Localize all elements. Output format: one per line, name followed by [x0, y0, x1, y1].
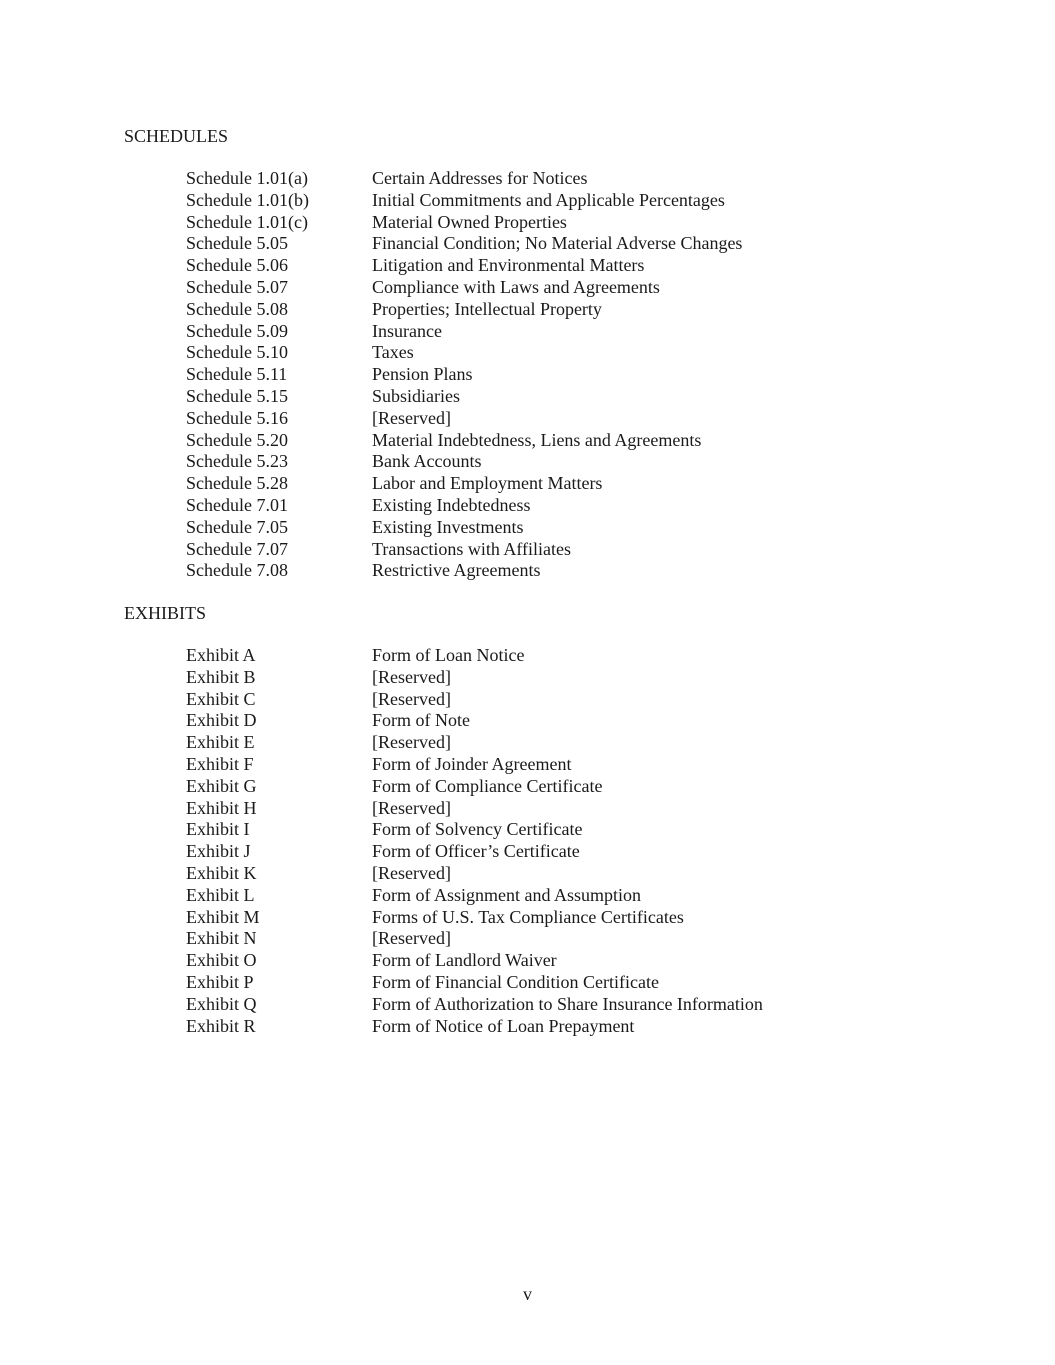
schedule-entry-description: Material Indebtedness, Liens and Agreements: [372, 429, 702, 450]
schedule-entry-id: Schedule 7.08: [186, 560, 288, 581]
schedule-entry-id: Schedule 5.09: [186, 320, 288, 341]
exhibit-entry-id: Exhibit E: [186, 732, 255, 753]
schedule-entry-description: Existing Indebtedness: [372, 494, 531, 515]
exhibit-entry-description: Form of Financial Condition Certificate: [372, 971, 659, 992]
exhibit-entry-id: Exhibit F: [186, 753, 254, 774]
schedule-entry-id: Schedule 5.11: [186, 364, 288, 385]
schedule-entry-description: Compliance with Laws and Agreements: [372, 276, 660, 297]
exhibit-entry-id: Exhibit P: [186, 971, 254, 992]
schedule-entry-description: Initial Commitments and Applicable Percentages: [372, 189, 725, 210]
schedule-entry-description: Insurance: [372, 320, 442, 341]
exhibit-entry-id: Exhibit G: [186, 775, 257, 796]
schedule-entry-description: Labor and Employment Matters: [372, 473, 603, 494]
exhibit-entry-description: Forms of U.S. Tax Compliance Certificates: [372, 906, 684, 927]
schedule-entry-id: Schedule 5.20: [186, 429, 288, 450]
exhibit-entry-id: Exhibit B: [186, 666, 256, 687]
exhibit-entry-description: [Reserved]: [372, 688, 451, 709]
schedule-entry-id: Schedule 5.16: [186, 407, 288, 428]
exhibit-entry-description: Form of Solvency Certificate: [372, 819, 583, 840]
schedule-entry-description: [Reserved]: [372, 407, 451, 428]
exhibit-entry-description: [Reserved]: [372, 732, 451, 753]
exhibit-entry-id: Exhibit C: [186, 688, 256, 709]
exhibit-entry-id: Exhibit O: [186, 950, 257, 971]
schedule-entry-description: Subsidiaries: [372, 385, 460, 406]
schedule-entry-description: Financial Condition; No Material Adverse Changes: [372, 233, 743, 254]
exhibit-entry-description: [Reserved]: [372, 797, 451, 818]
schedule-entry-id: Schedule 1.01(a): [186, 168, 308, 188]
schedule-entry-id: Schedule 1.01(b): [186, 189, 309, 210]
schedule-entry-id: Schedule 5.28: [186, 473, 288, 494]
exhibit-entry-id: Exhibit H: [186, 797, 257, 818]
exhibit-entry-id: Exhibit N: [186, 928, 257, 949]
schedule-entry-description: Litigation and Environmental Matters: [372, 255, 645, 276]
exhibit-entry-id: Exhibit R: [186, 1015, 256, 1036]
schedule-entry-id: Schedule 7.07: [186, 538, 288, 559]
exhibit-entry-id: Exhibit D: [186, 710, 257, 731]
schedule-entry-description: Transactions with Affiliates: [372, 538, 571, 559]
exhibit-entry-description: Form of Loan Notice: [372, 645, 525, 665]
schedule-entry-id: Schedule 7.01: [186, 494, 288, 515]
exhibit-entry-description: Form of Officer’s Certificate: [372, 841, 580, 862]
exhibit-entry-id: Exhibit M: [186, 906, 260, 927]
exhibit-entry-id: Exhibit A: [186, 645, 256, 665]
schedule-entry-id: Schedule 5.05: [186, 233, 288, 254]
schedules-heading: SCHEDULES: [124, 126, 229, 146]
exhibit-entry-description: Form of Landlord Waiver: [372, 950, 557, 971]
schedule-entry-description: Bank Accounts: [372, 451, 482, 472]
exhibit-entry-description: Form of Assignment and Assumption: [372, 884, 642, 905]
exhibit-entry-description: Form of Authorization to Share Insurance Information: [372, 993, 763, 1014]
exhibit-entry-description: Form of Notice of Loan Prepayment: [372, 1015, 635, 1036]
schedule-entry-id: Schedule 1.01(c): [186, 211, 308, 232]
exhibits-heading: EXHIBITS: [124, 603, 206, 623]
schedule-entry-description: Restrictive Agreements: [372, 560, 541, 581]
schedule-entry-id: Schedule 5.06: [186, 255, 288, 276]
exhibit-entry-description: [Reserved]: [372, 928, 451, 949]
schedule-entry-id: Schedule 5.07: [186, 276, 288, 297]
schedule-entry-id: Schedule 5.08: [186, 298, 288, 319]
schedule-entry-id: Schedule 5.23: [186, 451, 288, 472]
schedule-entry-id: Schedule 5.15: [186, 385, 288, 406]
exhibit-entry-id: Exhibit J: [186, 841, 251, 862]
exhibit-entry-id: Exhibit K: [186, 862, 257, 883]
exhibit-entry-description: Form of Note: [372, 710, 470, 731]
schedule-entry-description: Pension Plans: [372, 364, 473, 385]
exhibit-entry-id: Exhibit Q: [186, 993, 257, 1014]
schedule-entry-id: Schedule 7.05: [186, 516, 288, 537]
exhibit-entry-description: [Reserved]: [372, 666, 451, 687]
schedule-entry-description: Material Owned Properties: [372, 211, 567, 232]
exhibit-entry-id: Exhibit I: [186, 819, 250, 840]
page-number: v: [523, 1284, 532, 1304]
schedule-entry-id: Schedule 5.10: [186, 342, 288, 363]
schedule-entry-description: Certain Addresses for Notices: [372, 168, 588, 188]
exhibit-entry-id: Exhibit L: [186, 884, 255, 905]
exhibit-entry-description: Form of Compliance Certificate: [372, 775, 603, 796]
exhibit-entry-description: [Reserved]: [372, 862, 451, 883]
exhibit-entry-description: Form of Joinder Agreement: [372, 753, 572, 774]
schedule-entry-description: Existing Investments: [372, 516, 524, 537]
schedule-entry-description: Properties; Intellectual Property: [372, 298, 602, 319]
schedule-entry-description: Taxes: [372, 342, 414, 363]
